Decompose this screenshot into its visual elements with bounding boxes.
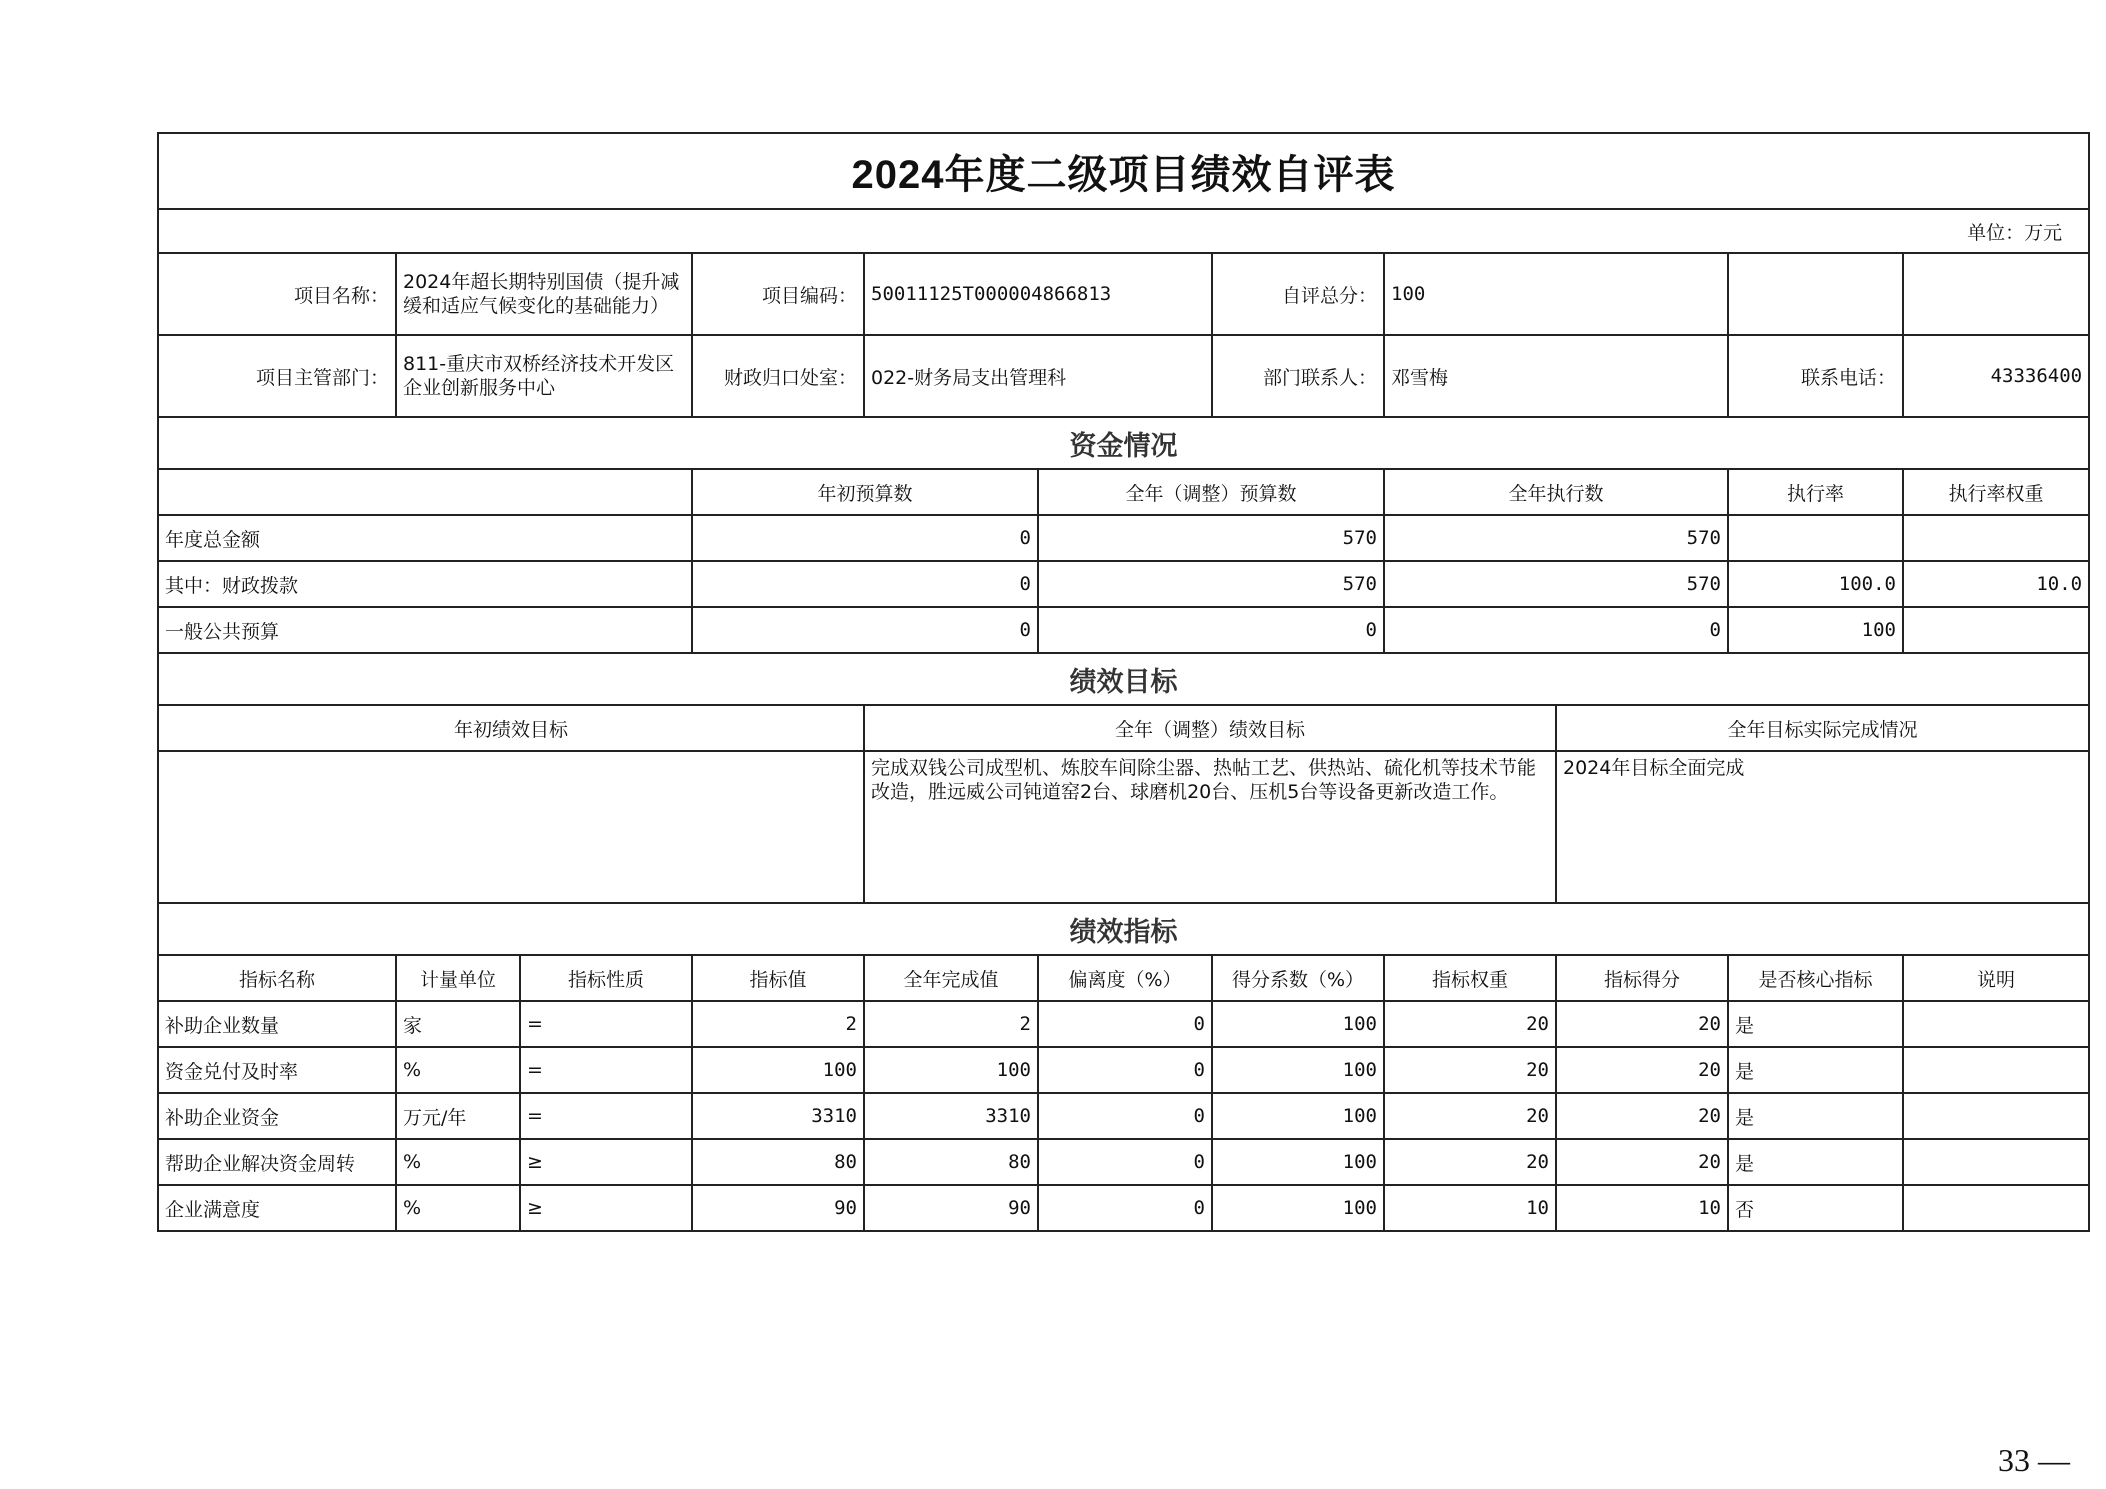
funds-cell: 570: [1384, 515, 1728, 561]
indicator-header: 指标名称: [158, 955, 396, 1001]
indicator-actual: 90: [864, 1185, 1038, 1231]
indicator-deviation: 0: [1038, 1001, 1212, 1047]
indicators-section-title: 绩效指标: [158, 903, 2089, 955]
indicator-deviation: 0: [1038, 1047, 1212, 1093]
funds-cell: 0: [692, 607, 1038, 653]
indicator-header: 得分系数（%）: [1212, 955, 1384, 1001]
funds-row-label: 其中：财政拨款: [158, 561, 692, 607]
indicator-note: [1903, 1093, 2089, 1139]
indicator-unit: %: [396, 1047, 520, 1093]
project-code: 50011125T000004866813: [864, 253, 1212, 335]
indicator-note: [1903, 1185, 2089, 1231]
indicator-weight: 20: [1384, 1047, 1556, 1093]
funds-header: 执行率权重: [1903, 469, 2089, 515]
contact-person: 邓雪梅: [1384, 335, 1728, 417]
indicator-unit: %: [396, 1185, 520, 1231]
project-name: 2024年超长期特别国债（提升减缓和适应气候变化的基础能力）: [396, 253, 692, 335]
indicator-note: [1903, 1139, 2089, 1185]
funds-header: 执行率: [1728, 469, 1903, 515]
indicator-actual: 100: [864, 1047, 1038, 1093]
funds-cell: [1903, 515, 2089, 561]
funds-cell: 10.0: [1903, 561, 2089, 607]
finance-office-label: 财政归口处室：: [692, 335, 864, 417]
contact-label: 部门联系人：: [1212, 335, 1384, 417]
empty-cell: [1903, 253, 2089, 335]
indicator-nature: =: [520, 1047, 692, 1093]
indicator-header: 指标得分: [1556, 955, 1728, 1001]
indicator-header: 全年完成值: [864, 955, 1038, 1001]
indicator-header: 偏离度（%）: [1038, 955, 1212, 1001]
performance-self-evaluation-table: [157, 132, 2090, 1232]
indicator-header: 说明: [1903, 955, 2089, 1001]
goals-header-adjusted: 全年（调整）绩效目标: [864, 705, 1556, 751]
indicator-deviation: 0: [1038, 1139, 1212, 1185]
indicator-unit: 万元/年: [396, 1093, 520, 1139]
indicator-actual: 3310: [864, 1093, 1038, 1139]
funds-cell: 570: [1038, 561, 1384, 607]
indicator-note: [1903, 1001, 2089, 1047]
page-title: 2024年度二级项目绩效自评表: [158, 133, 2089, 209]
indicator-deviation: 0: [1038, 1093, 1212, 1139]
indicator-score: 20: [1556, 1093, 1728, 1139]
total-score: 100: [1384, 253, 1728, 335]
indicator-target: 2: [692, 1001, 864, 1047]
project-code-label: 项目编码：: [692, 253, 864, 335]
funds-row-label: 一般公共预算: [158, 607, 692, 653]
empty-cell: [1728, 253, 1903, 335]
adjusted-goal-text: 完成双钱公司成型机、炼胶车间除尘器、热帖工艺、供热站、硫化机等技术节能改造，胜远威公司钝道窑2台、球磨机20台、压机5台等设备更新改造工作。: [864, 751, 1556, 903]
funds-row: [158, 515, 2089, 561]
unit-label: 单位：万元: [158, 209, 2089, 253]
indicator-core: 否: [1728, 1185, 1903, 1231]
indicator-nature: ≥: [520, 1185, 692, 1231]
indicator-coefficient: 100: [1212, 1185, 1384, 1231]
table-row: [158, 1185, 2089, 1231]
indicator-core: 是: [1728, 1093, 1903, 1139]
funds-cell: 0: [1038, 607, 1384, 653]
actual-completion-text: 2024年目标全面完成: [1556, 751, 2089, 903]
funds-cell: 570: [1384, 561, 1728, 607]
table-row: [158, 1139, 2089, 1185]
indicator-target: 100: [692, 1047, 864, 1093]
indicator-name: 资金兑付及时率: [158, 1047, 396, 1093]
indicator-nature: =: [520, 1093, 692, 1139]
indicator-deviation: 0: [1038, 1185, 1212, 1231]
indicator-weight: 20: [1384, 1093, 1556, 1139]
indicator-target: 90: [692, 1185, 864, 1231]
department: 811-重庆市双桥经济技术开发区企业创新服务中心: [396, 335, 692, 417]
funds-cell: 0: [692, 561, 1038, 607]
indicator-name: 补助企业数量: [158, 1001, 396, 1047]
indicator-name: 补助企业资金: [158, 1093, 396, 1139]
indicator-header: 指标值: [692, 955, 864, 1001]
goals-header-actual: 全年目标实际完成情况: [1556, 705, 2089, 751]
indicator-coefficient: 100: [1212, 1093, 1384, 1139]
goals-header-initial: 年初绩效目标: [158, 705, 864, 751]
indicator-score: 20: [1556, 1047, 1728, 1093]
department-label: 项目主管部门：: [158, 335, 396, 417]
indicator-weight: 10: [1384, 1185, 1556, 1231]
indicator-unit: %: [396, 1139, 520, 1185]
funds-section-title: 资金情况: [158, 417, 2089, 469]
indicator-actual: 80: [864, 1139, 1038, 1185]
phone-label: 联系电话：: [1728, 335, 1903, 417]
funds-cell: 570: [1038, 515, 1384, 561]
indicator-actual: 2: [864, 1001, 1038, 1047]
indicator-score: 10: [1556, 1185, 1728, 1231]
indicator-score: 20: [1556, 1139, 1728, 1185]
initial-goal-text: [158, 751, 864, 903]
indicator-header: 指标性质: [520, 955, 692, 1001]
indicator-nature: =: [520, 1001, 692, 1047]
indicator-coefficient: 100: [1212, 1001, 1384, 1047]
funds-cell: 100.0: [1728, 561, 1903, 607]
indicator-name: 帮助企业解决资金周转: [158, 1139, 396, 1185]
funds-header: 年初预算数: [692, 469, 1038, 515]
phone-number: 43336400: [1903, 335, 2089, 417]
indicator-header: 指标权重: [1384, 955, 1556, 1001]
indicator-name: 企业满意度: [158, 1185, 396, 1231]
funds-cell: [1903, 607, 2089, 653]
funds-header-blank: [158, 469, 692, 515]
page-number: 33 —: [1998, 1442, 2070, 1478]
indicator-note: [1903, 1047, 2089, 1093]
indicators-header-row: [158, 955, 2089, 1001]
indicator-header: 计量单位: [396, 955, 520, 1001]
table-row: [158, 1001, 2089, 1047]
funds-header: 全年（调整）预算数: [1038, 469, 1384, 515]
funds-header: 全年执行数: [1384, 469, 1728, 515]
score-label: 自评总分：: [1212, 253, 1384, 335]
indicator-weight: 20: [1384, 1139, 1556, 1185]
funds-row-label: 年度总金额: [158, 515, 692, 561]
indicator-core: 是: [1728, 1139, 1903, 1185]
indicator-header: 是否核心指标: [1728, 955, 1903, 1001]
indicator-core: 是: [1728, 1047, 1903, 1093]
indicator-coefficient: 100: [1212, 1139, 1384, 1185]
funds-cell: [1728, 515, 1903, 561]
indicator-score: 20: [1556, 1001, 1728, 1047]
table-row: [158, 1093, 2089, 1139]
goals-section-title: 绩效目标: [158, 653, 2089, 705]
funds-cell: 0: [692, 515, 1038, 561]
indicator-target: 80: [692, 1139, 864, 1185]
table-row: [158, 1047, 2089, 1093]
funds-cell: 100: [1728, 607, 1903, 653]
funds-cell: 0: [1384, 607, 1728, 653]
finance-office: 022-财务局支出管理科: [864, 335, 1212, 417]
indicator-unit: 家: [396, 1001, 520, 1047]
indicator-core: 是: [1728, 1001, 1903, 1047]
project-name-label: 项目名称：: [158, 253, 396, 335]
funds-row: [158, 607, 2089, 653]
indicator-target: 3310: [692, 1093, 864, 1139]
indicator-weight: 20: [1384, 1001, 1556, 1047]
funds-row: [158, 561, 2089, 607]
indicator-coefficient: 100: [1212, 1047, 1384, 1093]
indicator-nature: ≥: [520, 1139, 692, 1185]
